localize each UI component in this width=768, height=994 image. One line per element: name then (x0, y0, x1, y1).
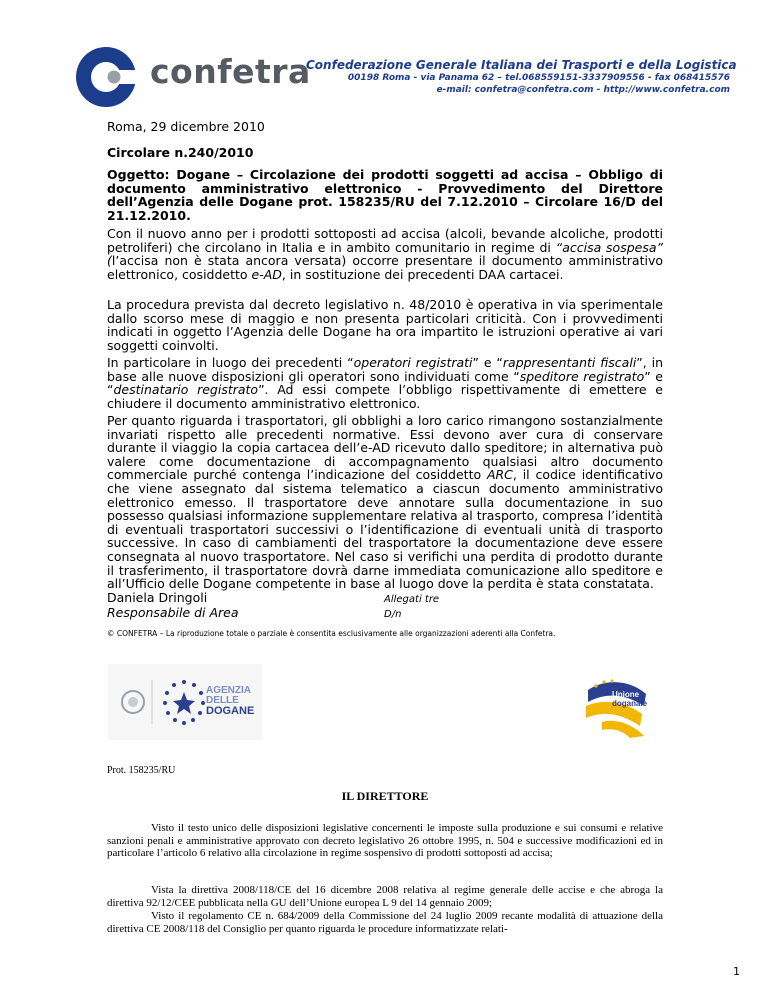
confetra-logo (70, 42, 311, 108)
attachments-note: Allegati tre (384, 594, 440, 605)
signer-role: Responsabile di Area (107, 605, 239, 620)
visto-paragraph-3: Visto il regolamento CE n. 684/2009 della Commissione del 24 luglio 2009 recante modalità di attuazione della direttiva CE 2008/118 del Consiglio per quanto riguarda le procedure informatizzate relati- (107, 910, 663, 935)
signer-name: Daniela Dringoli (107, 590, 208, 605)
unione-logo-text: Unione doganale (612, 690, 648, 708)
agenzia-logo-text: AGENZIA DELLE DOGANE (206, 685, 255, 717)
unione-doganale-logo (582, 676, 666, 744)
document-heading: IL DIRETTORE (341, 789, 429, 803)
circular-date: Roma, 29 dicembre 2010 (107, 119, 265, 134)
paragraph-1: Con il nuovo anno per i prodotti sottoposti ad accisa (alcoli, bevande alcoliche, prodotti petroliferi) che circolano in Italia e in ambito comunitario in regime di “accisa sospesa” (l’accisa non è stata ancora versata) occorre presentare il documento amministrativo elettronico, cosiddetto e-AD, in sostituzione dei precedenti DAA cartacei. (107, 226, 663, 282)
page-number: 1 (733, 965, 740, 978)
org-address: 00198 Roma - via Panama 62 – tel.068559151-3337909556 - fax 068415576 (347, 73, 730, 83)
paragraph-2: La procedura prevista dal decreto legislativo n. 48/2010 è operativa in via sperimentale dallo scorso mese di maggio e non presenta particolari criticità. Con i provvedimenti indicati in oggetto l’Agenzia delle Dogane ha ora impartito le istruzioni operative ai vari soggetti coinvolti. (107, 297, 663, 353)
copyright-notice: © CONFETRA – La riproduzione totale o parziale è consentita esclusivamente alle organizzazioni aderenti alla Confetra. (107, 629, 556, 638)
signature-block (107, 590, 239, 620)
confetra-logo-mark (70, 42, 150, 108)
visto-paragraph-1: Visto il testo unico delle disposizioni legislative concernenti le imposte sulla produzione e sui consumi e relative sanzioni penali e amministrative approvato con decreto legislativo 26 ottobre 1995, n. 504 e successive modificazioni ed in particolare l’articolo 6 relativo alla circolazione in regime sospensivo di prodotti sottoposti ad accisa; (107, 822, 663, 860)
org-name: Confederazione Generale Italiana dei Trasporti e della Logistica (306, 58, 737, 72)
org-contacts: e-mail: confetra@confetra.com - http://www.confetra.com (436, 85, 730, 95)
agenzia-dogane-logo (108, 664, 262, 740)
visto-paragraph-2: Vista la direttiva 2008/118/CE del 16 dicembre 2008 relativa al regime generale delle accise e che abroga la direttiva 92/12/CEE pubblicata nella GU dell’Unione europea L 9 del 14 gennaio 2009; (107, 884, 663, 909)
logo-wordmark: confetra (150, 52, 311, 91)
dn-note: D/n (384, 609, 402, 620)
paragraph-3: In particolare in luogo dei precedenti “operatori registrati” e “rappresentanti fiscali”, in base alle nuove disposizioni gli operatori sono individuati come “speditore registrato” e “destinatario registrato”. Ad essi compete l’obbligo rispettivamente di emettere e chiudere il documento amministrativo elettronico. (107, 355, 663, 411)
circular-subject: Oggetto: Dogane – Circolazione dei prodotti soggetti ad accisa – Obbligo di documento amministrativo elettronico - Provvedimento del Direttore dell’Agenzia delle Dogane prot. 158235/RU del 7.12.2010 – Circolare 16/D del 21.12.2010. (107, 167, 663, 223)
paragraph-4: Per quanto riguarda i trasportatori, gli obblighi a loro carico rimangono sostanzialmente invariati rispetto alle precedenti normative. Essi devono aver cura di conservare durante il viaggio la copia cartacea dell’e-AD ricevuto dallo speditore; in alternativa può valere come documentazione di accompagnamento qualsiasi altro documento commerciale purché contenga l’indicazione del cosiddetto ARC, il codice identificativo che viene assegnato dal sistema telematico a ciascun documento amministrativo elettronico emesso. Il trasportatore deve annotare sulla documentazione in suo possesso qualsiasi informazione supplementare relativa al trasporto, compresa l’identità di eventuali trasportatori successivi o l’identificazione di eventuali unità di trasporto successive. In caso di cambiamenti del trasportatore la documentazione deve essere consegnata al nuovo trasportatore. Nel caso si verifichi una perdita di prodotto durante il trasferimento, il trasportatore dovrà darne immediata comunicazione allo speditore e all’Ufficio delle Dogane competente in base al luogo dove la perdita è stata constatata. (107, 413, 663, 592)
circular-number: Circolare n.240/2010 (107, 145, 254, 160)
attachments-block (384, 592, 439, 622)
unione-doganale-icon (582, 676, 666, 744)
protocol-number: Prot. 158235/RU (107, 765, 176, 776)
